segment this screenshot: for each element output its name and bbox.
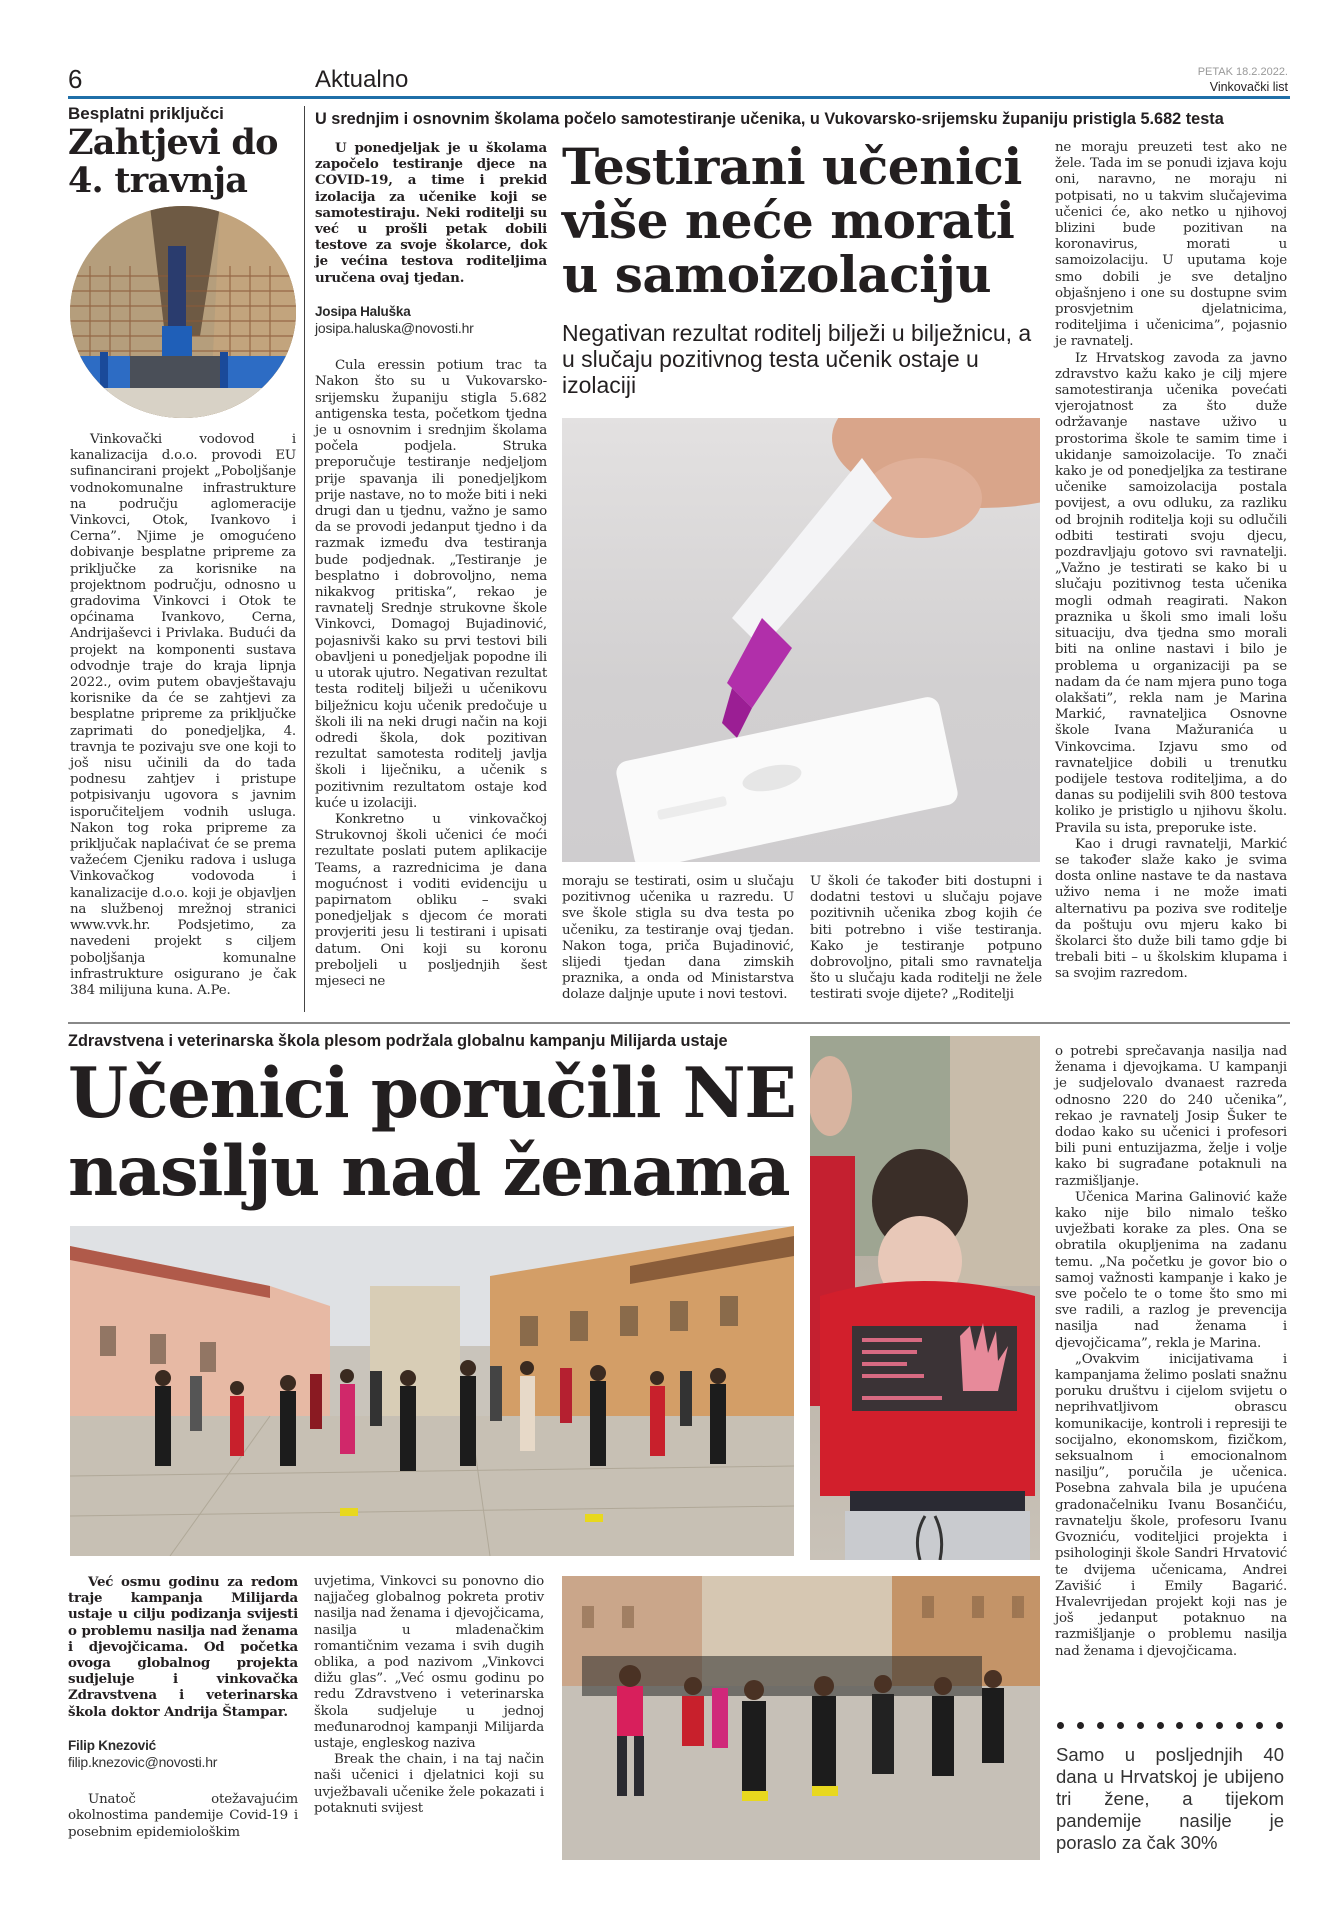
main-kicker: U srednjim i osnovnim školama počelo samotestiranje učenika, u Vukovarsko-srijemsku županiju pristigla 5.682 testa <box>315 110 1224 128</box>
section-title: Aktualno <box>315 66 409 93</box>
main-lead: U ponedjeljak je u školama započelo testiranje djece na COVID-19, a time i prekid izolacija za učenike koji se samotestiraju. Neki roditelji su već u prošli petak dobili testove za svoje školarce, dok je većina testova roditeljima uručena ovaj tjedan. <box>315 140 547 286</box>
street-dance-crowd-photo <box>70 1226 794 1556</box>
second-col2-paragraph: Break the chain, i na taj način naši učenici i djelatnici koji su uvježbavali učenike žele pokazati i potaknuti svijest <box>314 1752 544 1816</box>
main-col1-paragraph: Cula eressin potium trac ta Nakon što su u Vukovarsko-srijemsku županiju stigla 5.682 antigenska testa, početkom tjedna je u osnovnim i srednjim školama počela podjela. Struka preporučuje testiranje nedjeljom prije spavanja ili ponedjeljkom prije nastave, no to može biti i neki drugi dan u tjednu, važno je samo da se provodi jedanput tjedno i da razmak između dva testiranja bude podjednak. „Testiranje je besplatno i dobrovoljno, nema nikakvog pritiska”, rekao je ravnatelj Srednje strukovne škole Vinkovci, Domagoj Bujadinović, pojasnivši kako su prvi testovi bili obavljeni u ponedjeljak popodne ili u utorak ujutro. Negativan rezultat testa roditelj bilježi u učenikovu bilježnicu koju učenik predočuje u školi ili na neki drugi način na koji odredi škola, dok pozitivan rezultat samotesta roditelj javlja školi i liječniku, a učenik s pozitivnim rezultatom ostaje kod kuće u izolaciji. <box>315 358 547 811</box>
main-col3-paragraph: U školi će također biti dostupni i dodatni testovi u slučaju pojave pozitivnih učenika zbog kojih će biti potrebno i više testiranja. Kako je testiranje potpuno dobrovoljno, pitali smo ravnatelja što u slučaju kada roditelji ne žele testirati svoje dijete? „Roditelji <box>810 874 1042 1003</box>
sidebar-headline: Zahtjevi do 4. travnja <box>68 122 278 201</box>
main-col2-paragraph: moraju se testirati, osim u slučaju pozitivnog učenika u razredu. U sve škole stigla su dva testa po učeniku, za testiranje ovaj tjedan. Nakon toga, priča Bujadinović, slijedi tjedan dana zimskih praznika, a onda od Ministarstva dolaze daljnje upute i novi testovi. <box>562 874 794 1003</box>
second-author-name: Filip Knezović <box>68 1737 156 1753</box>
main-author-name: Josipa Haluška <box>315 303 411 319</box>
second-col3-paragraph: o potrebi sprečavanja nasilja nad ženama i djevojkama. U kampanji je sudjelovalo dvanaest razreda odnosno 220 do 240 učenika”, rekao je ravnatelj Josip Šuker te dodao kako su učenici i profesori bili puni entuzijazma, želje i volje kako bi sugrađane potaknuli na razmišljanje. <box>1055 1044 1287 1189</box>
girl-red-shirt-sign-photo <box>810 1036 1040 1560</box>
main-author-email[interactable]: josipa.haluska@novosti.hr <box>315 320 474 337</box>
main-col1-paragraph: Konkretno u vinkovačkoj Strukovnoj školi učenici će moći rezultate poslati putem aplikacije Teams, a razrednicima je dana mogućnost i voditi evidenciju u papirnatom obliku – svaki ponedjeljak s djecom će morati provjeriti jesu li testirani i upisati datum. Oni koji su koronu preboljeli u posljednjih šest mjeseci ne <box>315 811 547 989</box>
second-col2 <box>314 1574 544 1817</box>
main-col1 <box>315 140 547 990</box>
page-number: 6 <box>68 64 83 94</box>
sidebar-kicker: Besplatni priključci <box>68 104 224 123</box>
sidebar-body <box>70 432 296 999</box>
second-col3-paragraph: „Ovakvim inicijativama i kampanjama želimo poslati snažnu poruku društvu i cijelom svijetu o neprihvatljivom obrascu komunikacije, kontroli i represiji te socijalno, ekonomskom, fizičkom, seksualnom i emocionalnom nasilju”, poručila je učenica. Posebna zahvala bila je upućena gradonačelniku Ivanu Bosančiću, ravnatelju škole, profesoru Ivanu Gvozniću, voditeljici projekta i psihologinji škole Sandri Hrvatović te dvijema učenicama, Andrei Zavišić i Emily Bagarić. Hvalevrijedan projekt koji nas je još jedanput potaknuo na razmišljanje o problemu nasilja nad ženama i djevojčicama. <box>1055 1351 1287 1659</box>
dancing-students-photo <box>562 1576 1040 1860</box>
second-author-email[interactable]: filip.knezovic@novosti.hr <box>68 1754 218 1771</box>
factbox-dot-separator <box>1057 1722 1283 1729</box>
second-col1-paragraph: Unatoč otežavajućim okolnostima pandemije Covid-19 i posebnim epidemiološkim <box>68 1792 298 1840</box>
publication-name: Vinkovački list <box>1209 80 1288 94</box>
factbox-text: Samo u posljednjih 40 dana u Hrvatskoj je ubijeno tri žene, a tijekom pandemije nasilje je poraslo za čak 30% <box>1056 1744 1284 1853</box>
second-col1 <box>68 1574 298 1841</box>
second-lead: Već osmu godinu za redom traje kampanja Milijarda ustaje u cilju podizanja svijesti o problemu nasilja nad ženama i djevojčicama. Od početka ovoga globalnog projekta sudjeluje i vinkovačka Zdravstvena i veterinarska škola doktor Andrija Štampar. <box>68 1574 298 1720</box>
main-headline: Testirani učenici više neće morati u samoizolaciju <box>562 137 1022 304</box>
second-col3-paragraph: Učenica Marina Galinović kaže kako nije bilo nimalo teško uvježbati korake za ples. Ona se obratila okupljenima na zadanu temu. „Na početku je govor bio o samoj važnosti kampanje i kako je sve počelo te o tome što smo mi sve radili, a razlog je prevencija nasilja nad ženama i djevojčicama”, rekla je Marina. <box>1055 1189 1287 1351</box>
antigen-test-drop-photo <box>562 418 1040 862</box>
second-col3 <box>1055 1044 1287 1660</box>
second-kicker: Zdravstvena i veterinarska škola plesom podržala globalnu kampanju Milijarda ustaje <box>68 1032 728 1050</box>
sidebar-paragraph: Vinkovački vodovod i kanalizacija d.o.o. provodi EU sufinancirani projekt „Poboljšanje vodnokomunalne infrastrukture na području aglomeracije Vinkovci, Otok, Ivankovo i Cerna”. Njime je omogućeno dobivanje besplatne pripreme za priključke za korisnike na projektnom području, odnosno u gradovima Vinkovci i Otok te općinama Ivankovo, Cerna, Andrijaševci i Privlaka. Budući da projekt na komponenti sustava odvodnje traje do kraja lipnja 2022., ovim putem obavještavaju korisnike da će se zahtjevi za besplatne pripreme za priključke zaprimati do ponedjeljka, 4. travnja te pozivaju sve one koji to još nisu učinili da do tada podnesu zahtjev i pristupe potpisivanju ugovora s javnim isporučiteljem vodnih usluga. Nakon tog roka pripreme za priključak naplaćivat će se prema važećem Cjeniku radova i usluga Vinkovačkog vodovoda i kanalizacije d.o.o. koji je objavljen na službenoj mrežnoj stranici www.vvk.hr. Podsjetimo, za navedeni projekt s ciljem poboljšanja komunalne infrastrukture osigurano je čak 384 milijuna kuna. A.Pe. <box>70 432 296 998</box>
column-divider <box>304 106 305 1012</box>
main-col4-paragraph: ne moraju preuzeti test ako ne žele. Tada im se ponudi izjava koju oni, naravno, ne moraju ni potpisati, no u takvim slučajevima učenici će, ako netko u njihovoj blizini bude pozitivan na koronavirus, morati u samoizolaciju. U uputama koje smo dobili je sve detaljno objašnjeno i one su dostupne svim prosvjetnim djelatnicima, roditeljima i učenicima”, pojasnio je ravnatelj. <box>1055 140 1287 350</box>
main-col3 <box>810 874 1042 1004</box>
main-col4-paragraph: Kao i drugi ravnatelji, Markić se također slaže kako je svima dosta online nastave te da nastava uživo nema i ne može imati alternativu pa poziva sve roditelje da poštuju ovu mjeru kako bi školarci što duže bili tamo gdje bi trebali biti – u školskim klupama i sa svojim razredom. <box>1055 836 1287 982</box>
article-divider <box>68 1022 1290 1024</box>
water-pipe-trench-photo <box>70 206 296 418</box>
main-subheadline: Negativan rezultat roditelj bilježi u bilježnicu, a u slučaju pozitivnog testa učenik ostaje u izolaciji <box>562 320 1032 398</box>
header-rule <box>68 96 1290 99</box>
second-col2-paragraph: uvjetima, Vinkovci su ponovno dio najjačeg globalnog pokreta protiv nasilja nad ženama i djevojčicama, nasilja u mladenačkim romantičnim vezama i svih dugih oblika, a pod nazivom „Vinkovci dižu glas”. „Već osmu godinu po redu Zdravstveno i veterinarska škola sudjeluje u jednoj međunarodnoj kampanji Milijarda ustaje, engleskog naziva <box>314 1574 544 1752</box>
main-col4 <box>1055 140 1287 983</box>
main-col4-paragraph: Iz Hrvatskog zavoda za javno zdravstvo kažu kako je cilj mjere samotestiranja učenika povećati vjerojatnost za što duže održavanje nastave uživo u prostorima škole te samim time i ukidanje samoizolacije. To znači kako je od ponedjeljka za testirane učenike samoizolacija postala povijest, a ovu odluku, za razliku od brojnih roditelja koji su odlučili odbiti testirati svoju djecu, pozdravljaju gotovo svi ravnatelji. „Važno je testirati se kako bi u slučaju pozitivnog testa učenika mogli odmah reagirati. Nakon praznika u školi smo imali lošu situaciju, dva tjedna smo morali biti na online nastavi i bilo je problema u organizaciji pa se nadam da će nam mjera puno toga olakšati”, rekla nam je Marina Markić, ravnateljica Osnovne škole Ivana Mažuranića u Vinkovcima. Izjavu smo od ravnateljice dobili u trenutku podijele testova roditeljima, a do danas su podijelili svih 800 testova koliko je pristiglo u njihovu školu. Pravila su ista, preporuke iste. <box>1055 350 1287 836</box>
second-headline: Učenici poručili NE nasilju nad ženama <box>68 1053 796 1212</box>
main-col2 <box>562 874 794 1004</box>
issue-date: PETAK 18.2.2022. <box>1197 66 1288 78</box>
